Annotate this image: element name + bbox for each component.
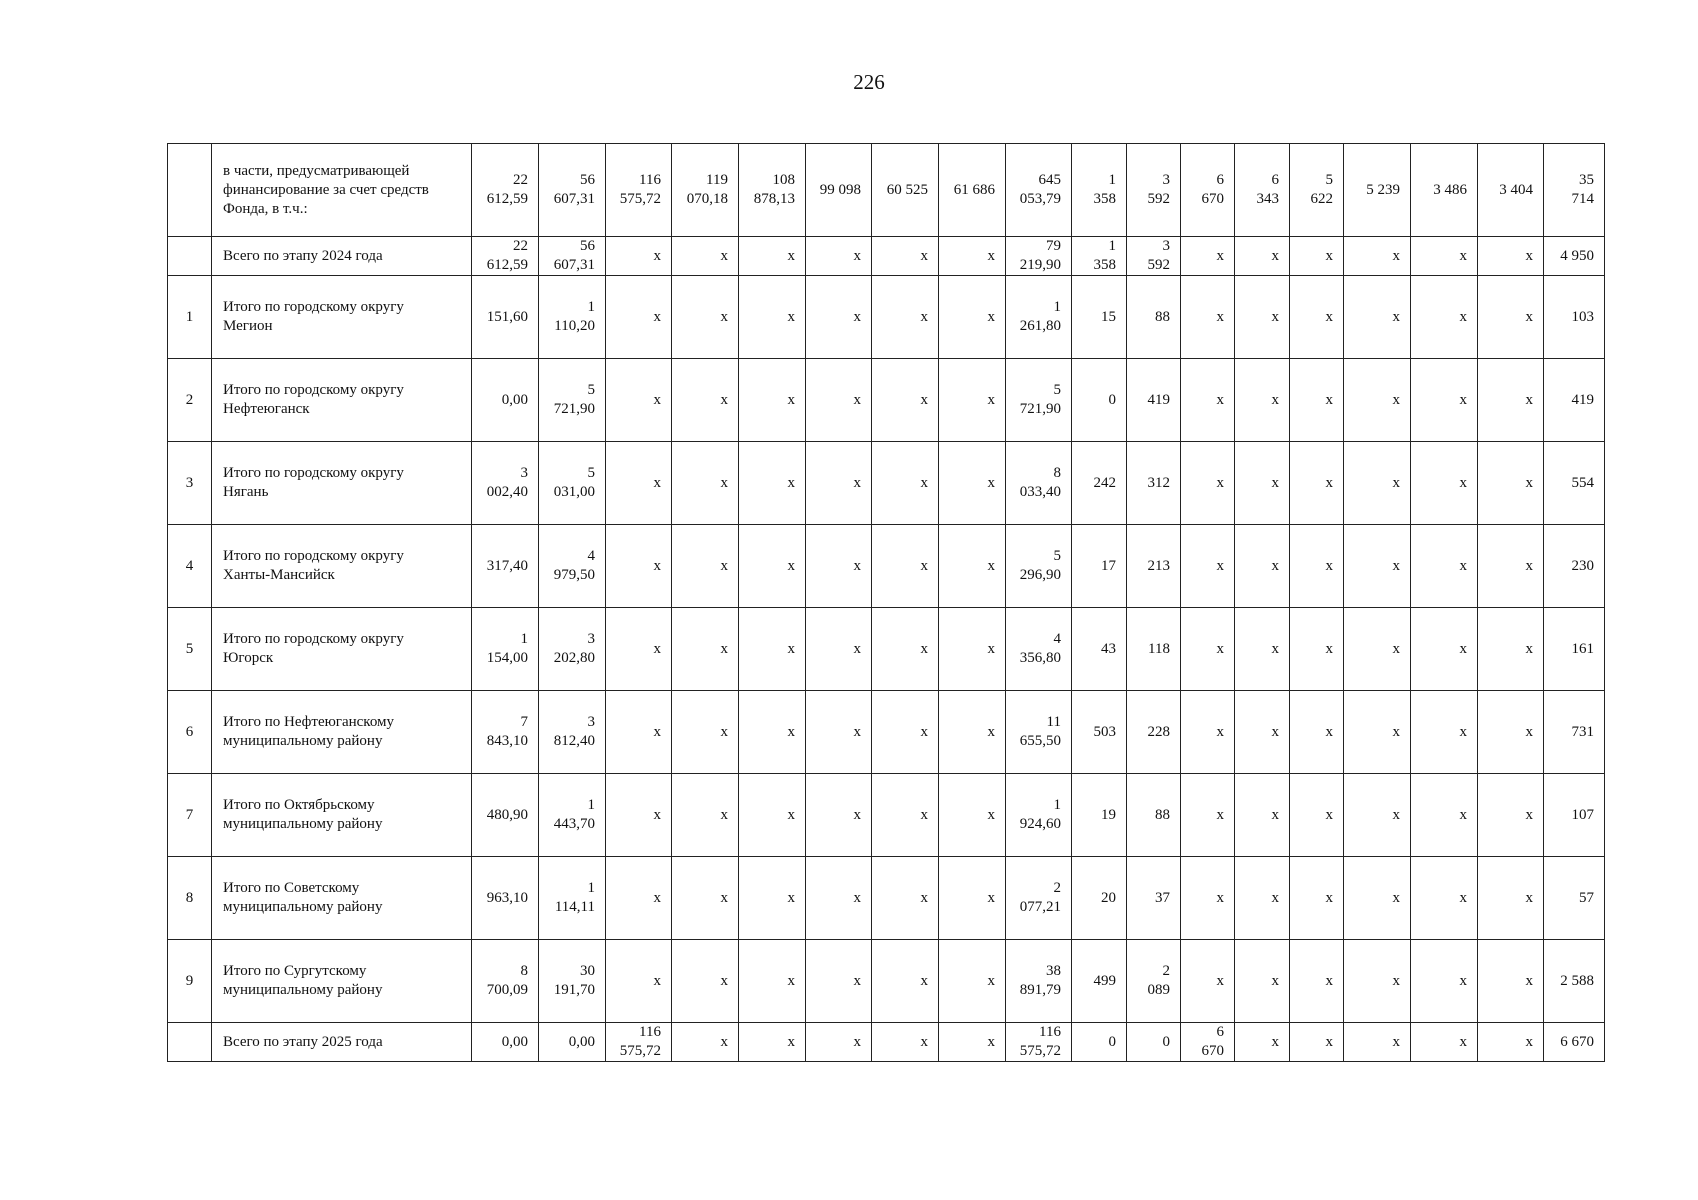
value-cell: х <box>606 442 672 525</box>
value-cell: х <box>739 608 806 691</box>
row-number-cell: 5 <box>168 608 212 691</box>
value-cell: 645 053,79 <box>1006 144 1072 237</box>
value-cell: 499 <box>1072 940 1127 1023</box>
value-cell: х <box>1235 691 1290 774</box>
value-cell: х <box>1411 857 1478 940</box>
value-cell: 103 <box>1544 276 1605 359</box>
value-cell: 116 575,72 <box>1006 1023 1072 1062</box>
value-cell: х <box>939 525 1006 608</box>
value-cell: 0 <box>1072 359 1127 442</box>
value-cell: х <box>939 608 1006 691</box>
value-cell: 6 670 <box>1181 1023 1235 1062</box>
value-cell: 419 <box>1127 359 1181 442</box>
value-cell: 1 110,20 <box>539 276 606 359</box>
value-cell: 108 878,13 <box>739 144 806 237</box>
value-cell: х <box>1478 691 1544 774</box>
value-cell: х <box>739 1023 806 1062</box>
value-cell: х <box>1235 1023 1290 1062</box>
value-cell: х <box>806 857 872 940</box>
value-cell: х <box>1181 691 1235 774</box>
value-cell: 3 812,40 <box>539 691 606 774</box>
value-cell: х <box>872 525 939 608</box>
value-cell: х <box>1344 608 1411 691</box>
value-cell: х <box>1344 940 1411 1023</box>
value-cell: х <box>606 608 672 691</box>
row-number-cell <box>168 1023 212 1062</box>
value-cell: х <box>1235 276 1290 359</box>
value-cell: 230 <box>1544 525 1605 608</box>
value-cell: 107 <box>1544 774 1605 857</box>
value-cell: х <box>606 774 672 857</box>
value-cell: х <box>1478 359 1544 442</box>
value-cell: х <box>739 525 806 608</box>
row-number-cell <box>168 237 212 276</box>
value-cell: 3 592 <box>1127 144 1181 237</box>
value-cell: х <box>872 276 939 359</box>
row-number-cell <box>168 144 212 237</box>
value-cell: х <box>672 857 739 940</box>
value-cell: х <box>739 276 806 359</box>
value-cell: х <box>1290 276 1344 359</box>
value-cell: 61 686 <box>939 144 1006 237</box>
value-cell: х <box>606 857 672 940</box>
value-cell: 35 714 <box>1544 144 1605 237</box>
value-cell: х <box>939 276 1006 359</box>
value-cell: х <box>1344 525 1411 608</box>
value-cell: 1 924,60 <box>1006 774 1072 857</box>
table-row <box>168 857 1605 940</box>
value-cell: 5 296,90 <box>1006 525 1072 608</box>
value-cell: х <box>1181 276 1235 359</box>
value-cell: 731 <box>1544 691 1605 774</box>
value-cell: х <box>1290 359 1344 442</box>
value-cell: х <box>672 940 739 1023</box>
value-cell: х <box>672 774 739 857</box>
value-cell: х <box>1478 857 1544 940</box>
value-cell: х <box>1181 237 1235 276</box>
value-cell: х <box>939 442 1006 525</box>
value-cell: х <box>806 276 872 359</box>
value-cell: х <box>1290 691 1344 774</box>
row-number-cell: 9 <box>168 940 212 1023</box>
row-label-cell: Итого по городскому округу Нефтеюганск <box>212 359 472 442</box>
value-cell: х <box>739 774 806 857</box>
table-row <box>168 144 1605 237</box>
value-cell: х <box>806 608 872 691</box>
value-cell: 242 <box>1072 442 1127 525</box>
value-cell: х <box>606 525 672 608</box>
value-cell: х <box>1478 774 1544 857</box>
value-cell: х <box>939 691 1006 774</box>
value-cell: х <box>806 774 872 857</box>
value-cell: х <box>1290 525 1344 608</box>
value-cell: 1 443,70 <box>539 774 606 857</box>
table-row <box>168 276 1605 359</box>
value-cell: х <box>739 359 806 442</box>
value-cell: 161 <box>1544 608 1605 691</box>
value-cell: 119 070,18 <box>672 144 739 237</box>
value-cell: х <box>672 608 739 691</box>
value-cell: х <box>672 525 739 608</box>
value-cell: 1 114,11 <box>539 857 606 940</box>
value-cell: х <box>1411 359 1478 442</box>
value-cell: х <box>1478 442 1544 525</box>
value-cell: х <box>1344 1023 1411 1062</box>
value-cell: 5 031,00 <box>539 442 606 525</box>
value-cell: 56 607,31 <box>539 237 606 276</box>
value-cell: х <box>1411 442 1478 525</box>
value-cell: х <box>1411 525 1478 608</box>
value-cell: х <box>1290 442 1344 525</box>
value-cell: 8 033,40 <box>1006 442 1072 525</box>
value-cell: 2 089 <box>1127 940 1181 1023</box>
value-cell: х <box>1411 940 1478 1023</box>
value-cell: 213 <box>1127 525 1181 608</box>
value-cell: 22 612,59 <box>472 144 539 237</box>
value-cell: х <box>672 276 739 359</box>
value-cell: х <box>1290 940 1344 1023</box>
row-label-cell: Итого по городскому округу Югорск <box>212 608 472 691</box>
value-cell: 2 588 <box>1544 940 1605 1023</box>
row-number-cell: 4 <box>168 525 212 608</box>
value-cell: 88 <box>1127 774 1181 857</box>
row-label-cell: Всего по этапу 2025 года <box>212 1023 472 1062</box>
value-cell: х <box>739 940 806 1023</box>
value-cell: х <box>1235 442 1290 525</box>
value-cell: 11 655,50 <box>1006 691 1072 774</box>
row-number-cell: 8 <box>168 857 212 940</box>
value-cell: х <box>1411 608 1478 691</box>
value-cell: 3 486 <box>1411 144 1478 237</box>
value-cell: х <box>606 359 672 442</box>
value-cell: х <box>872 774 939 857</box>
value-cell: х <box>739 691 806 774</box>
value-cell: 317,40 <box>472 525 539 608</box>
value-cell: 312 <box>1127 442 1181 525</box>
value-cell: 15 <box>1072 276 1127 359</box>
value-cell: х <box>1181 442 1235 525</box>
value-cell: х <box>1411 691 1478 774</box>
row-label-cell: Итого по Советскому муниципальному району <box>212 857 472 940</box>
value-cell: х <box>1344 237 1411 276</box>
value-cell: 4 950 <box>1544 237 1605 276</box>
value-cell: х <box>872 237 939 276</box>
value-cell: 3 002,40 <box>472 442 539 525</box>
value-cell: х <box>1478 237 1544 276</box>
value-cell: х <box>806 237 872 276</box>
value-cell: х <box>1235 857 1290 940</box>
value-cell: х <box>1411 774 1478 857</box>
value-cell: 2 077,21 <box>1006 857 1072 940</box>
value-cell: 1 358 <box>1072 237 1127 276</box>
value-cell: х <box>1344 276 1411 359</box>
value-cell: 3 202,80 <box>539 608 606 691</box>
value-cell: х <box>739 442 806 525</box>
value-cell: 1 154,00 <box>472 608 539 691</box>
value-cell: х <box>872 940 939 1023</box>
value-cell: 17 <box>1072 525 1127 608</box>
value-cell: 116 575,72 <box>606 144 672 237</box>
value-cell: 7 843,10 <box>472 691 539 774</box>
row-label-cell: Итого по Октябрьскому муниципальному району <box>212 774 472 857</box>
row-number-cell: 7 <box>168 774 212 857</box>
value-cell: х <box>672 359 739 442</box>
value-cell: 0 <box>1072 1023 1127 1062</box>
row-number-cell: 6 <box>168 691 212 774</box>
value-cell: 3 592 <box>1127 237 1181 276</box>
value-cell: 20 <box>1072 857 1127 940</box>
value-cell: х <box>1181 857 1235 940</box>
row-label-cell: в части, предусматривающей финансирование за счет средств Фонда, в т.ч.: <box>212 144 472 237</box>
table-row <box>168 525 1605 608</box>
value-cell: х <box>1344 359 1411 442</box>
value-cell: 99 098 <box>806 144 872 237</box>
value-cell: 419 <box>1544 359 1605 442</box>
value-cell: х <box>1290 608 1344 691</box>
value-cell: х <box>806 525 872 608</box>
value-cell: х <box>872 608 939 691</box>
row-label-cell: Всего по этапу 2024 года <box>212 237 472 276</box>
value-cell: х <box>1344 691 1411 774</box>
value-cell: х <box>1478 1023 1544 1062</box>
value-cell: 6 670 <box>1544 1023 1605 1062</box>
value-cell: 963,10 <box>472 857 539 940</box>
value-cell: х <box>606 237 672 276</box>
value-cell: 0 <box>1127 1023 1181 1062</box>
value-cell: х <box>939 237 1006 276</box>
value-cell: х <box>1411 1023 1478 1062</box>
row-label-cell: Итого по Нефтеюганскому муниципальному району <box>212 691 472 774</box>
table-row <box>168 691 1605 774</box>
value-cell: х <box>939 940 1006 1023</box>
row-label-cell: Итого по городскому округу Ханты-Мансийск <box>212 525 472 608</box>
value-cell: х <box>606 940 672 1023</box>
value-cell: х <box>1478 940 1544 1023</box>
value-cell: х <box>1411 237 1478 276</box>
value-cell: х <box>1344 442 1411 525</box>
value-cell: х <box>1181 359 1235 442</box>
value-cell: 8 700,09 <box>472 940 539 1023</box>
value-cell: 30 191,70 <box>539 940 606 1023</box>
value-cell: х <box>806 1023 872 1062</box>
value-cell: 88 <box>1127 276 1181 359</box>
value-cell: 60 525 <box>872 144 939 237</box>
value-cell: х <box>672 691 739 774</box>
table-row <box>168 359 1605 442</box>
value-cell: 38 891,79 <box>1006 940 1072 1023</box>
value-cell: х <box>606 276 672 359</box>
value-cell: 118 <box>1127 608 1181 691</box>
table-row <box>168 940 1605 1023</box>
value-cell: х <box>1344 774 1411 857</box>
value-cell: 19 <box>1072 774 1127 857</box>
value-cell: х <box>739 237 806 276</box>
value-cell: 5 239 <box>1344 144 1411 237</box>
value-cell: х <box>1344 857 1411 940</box>
value-cell: 4 356,80 <box>1006 608 1072 691</box>
value-cell: х <box>1235 359 1290 442</box>
value-cell: х <box>939 774 1006 857</box>
data-table <box>167 143 1605 1062</box>
row-number-cell: 3 <box>168 442 212 525</box>
value-cell: х <box>1181 525 1235 608</box>
value-cell: х <box>1181 940 1235 1023</box>
row-label-cell: Итого по городскому округу Нягань <box>212 442 472 525</box>
value-cell: х <box>939 857 1006 940</box>
value-cell: 480,90 <box>472 774 539 857</box>
row-label-cell: Итого по городскому округу Мегион <box>212 276 472 359</box>
value-cell: 1 358 <box>1072 144 1127 237</box>
value-cell: 0,00 <box>539 1023 606 1062</box>
value-cell: х <box>1478 276 1544 359</box>
value-cell: х <box>806 691 872 774</box>
value-cell: х <box>806 442 872 525</box>
value-cell: х <box>872 359 939 442</box>
value-cell: х <box>739 857 806 940</box>
value-cell: х <box>939 1023 1006 1062</box>
value-cell: 3 404 <box>1478 144 1544 237</box>
value-cell: х <box>1411 276 1478 359</box>
value-cell: х <box>1290 237 1344 276</box>
value-cell: 554 <box>1544 442 1605 525</box>
value-cell: 5 622 <box>1290 144 1344 237</box>
value-cell: 6 343 <box>1235 144 1290 237</box>
value-cell: х <box>806 940 872 1023</box>
value-cell: х <box>1181 608 1235 691</box>
value-cell: 0,00 <box>472 1023 539 1062</box>
value-cell: х <box>1290 1023 1344 1062</box>
value-cell: х <box>1290 857 1344 940</box>
row-number-cell: 1 <box>168 276 212 359</box>
value-cell: 37 <box>1127 857 1181 940</box>
value-cell: 57 <box>1544 857 1605 940</box>
table-row <box>168 1023 1605 1062</box>
value-cell: 56 607,31 <box>539 144 606 237</box>
value-cell: 5 721,90 <box>539 359 606 442</box>
value-cell: 151,60 <box>472 276 539 359</box>
value-cell: 43 <box>1072 608 1127 691</box>
value-cell: х <box>872 857 939 940</box>
table-row <box>168 774 1605 857</box>
value-cell: х <box>606 691 672 774</box>
value-cell: х <box>672 442 739 525</box>
value-cell: х <box>806 359 872 442</box>
value-cell: х <box>672 237 739 276</box>
row-label-cell: Итого по Сургутскому муниципальному району <box>212 940 472 1023</box>
value-cell: 22 612,59 <box>472 237 539 276</box>
value-cell: 0,00 <box>472 359 539 442</box>
value-cell: х <box>1290 774 1344 857</box>
value-cell: х <box>672 1023 739 1062</box>
table-row <box>168 237 1605 276</box>
value-cell: х <box>1235 774 1290 857</box>
table-row <box>168 442 1605 525</box>
value-cell: х <box>1235 608 1290 691</box>
value-cell: 79 219,90 <box>1006 237 1072 276</box>
page-number: 226 <box>853 70 885 94</box>
value-cell: х <box>872 691 939 774</box>
row-number-cell: 2 <box>168 359 212 442</box>
value-cell: х <box>1478 608 1544 691</box>
value-cell: х <box>1235 525 1290 608</box>
value-cell: х <box>872 442 939 525</box>
value-cell: 5 721,90 <box>1006 359 1072 442</box>
value-cell: х <box>1235 940 1290 1023</box>
value-cell: х <box>872 1023 939 1062</box>
table-row <box>168 608 1605 691</box>
value-cell: х <box>1235 237 1290 276</box>
value-cell: 1 261,80 <box>1006 276 1072 359</box>
value-cell: х <box>1478 525 1544 608</box>
value-cell: х <box>1181 774 1235 857</box>
value-cell: 503 <box>1072 691 1127 774</box>
value-cell: 228 <box>1127 691 1181 774</box>
value-cell: 6 670 <box>1181 144 1235 237</box>
value-cell: х <box>939 359 1006 442</box>
value-cell: 4 979,50 <box>539 525 606 608</box>
value-cell: 116 575,72 <box>606 1023 672 1062</box>
